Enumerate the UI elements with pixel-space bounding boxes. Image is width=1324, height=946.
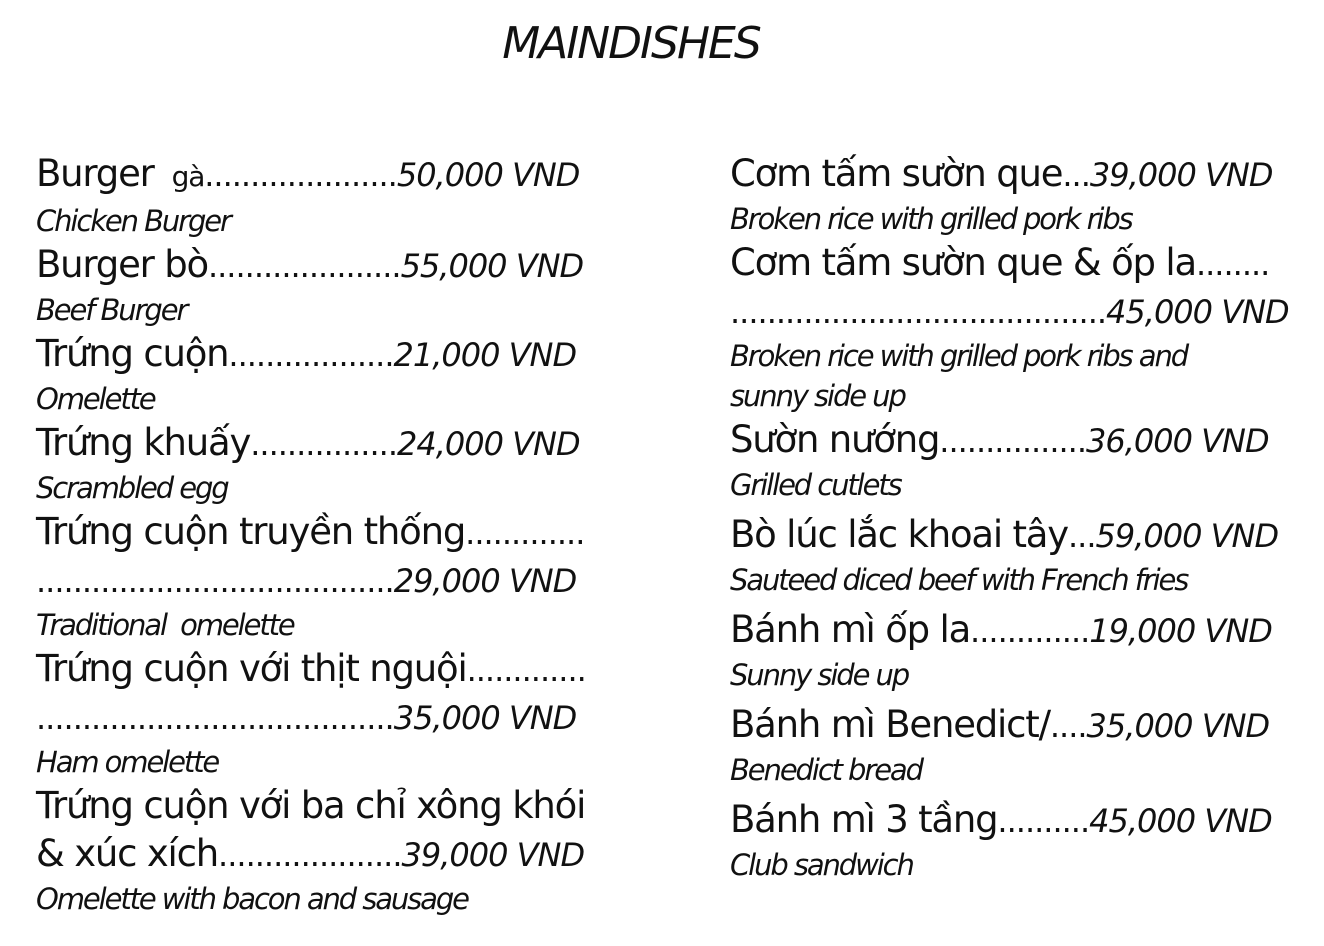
dish-english-name: Club sandwich bbox=[730, 848, 913, 882]
dish-name: Sườn nướng bbox=[730, 418, 940, 461]
menu-item bbox=[730, 239, 1296, 416]
dish-name: Bánh mì Benedict/ bbox=[730, 703, 1050, 746]
menu-item bbox=[36, 419, 608, 508]
leader-dots: ................ bbox=[250, 425, 397, 463]
dish-name: Trứng cuộn với thịt nguội bbox=[36, 647, 467, 690]
dish-name: Trứng cuộn bbox=[36, 332, 229, 375]
dish-name: Cơm tấm sườn que bbox=[730, 152, 1063, 195]
dish-price: 35,000 VND bbox=[393, 699, 577, 737]
menu-item bbox=[730, 606, 1296, 695]
right-menu-column bbox=[730, 150, 1296, 885]
menu-item bbox=[36, 782, 608, 919]
dish-price: 50,000 VND bbox=[396, 156, 580, 194]
leader-dots: .................... bbox=[218, 836, 402, 874]
dish-english-name: Omelette bbox=[36, 382, 155, 416]
dish-name: Trứng khuấy bbox=[36, 421, 251, 464]
menu-item bbox=[36, 645, 608, 782]
menu-item bbox=[36, 241, 608, 330]
leader-dots: ..................... bbox=[207, 247, 401, 285]
dish-name: Bánh mì 3 tầng bbox=[730, 798, 998, 841]
leader-dots: ................ bbox=[939, 422, 1087, 460]
dish-price: 39,000 VND bbox=[401, 836, 585, 874]
dish-english-name: Traditional omelette bbox=[36, 608, 294, 642]
dish-english-name-line2: sunny side up bbox=[730, 379, 905, 413]
dish-english-name: Benedict bread bbox=[730, 753, 922, 787]
leader-dots: ....................................... bbox=[36, 699, 394, 737]
dish-english-name: Omelette with bacon and sausage bbox=[36, 882, 468, 916]
dish-price: 39,000 VND bbox=[1089, 156, 1273, 194]
dish-english-name: Scrambled egg bbox=[36, 471, 228, 505]
dish-price: 45,000 VND bbox=[1106, 293, 1289, 331]
leader-dots: .................. bbox=[228, 336, 394, 374]
menu-item bbox=[730, 150, 1296, 239]
left-menu-column bbox=[36, 150, 608, 919]
menu-item bbox=[730, 511, 1296, 600]
leader-dots: ............. bbox=[970, 612, 1090, 650]
leader-dots: .... bbox=[1049, 707, 1087, 745]
menu-item bbox=[730, 701, 1296, 790]
dish-price: 45,000 VND bbox=[1089, 802, 1272, 840]
dish-english-name: Chicken Burger bbox=[36, 204, 230, 238]
dish-price: 21,000 VND bbox=[393, 336, 577, 374]
leader-dots: ....................................... bbox=[36, 562, 394, 600]
dish-price: 24,000 VND bbox=[396, 425, 580, 463]
dish-name: Bánh mì ốp la bbox=[730, 608, 971, 651]
dish-english-name: Broken rice with grilled pork ribs bbox=[730, 202, 1132, 236]
leader-dots: ............. bbox=[465, 514, 585, 552]
menu-item bbox=[730, 796, 1296, 885]
leader-dots: ..................... bbox=[204, 156, 397, 194]
page-title: MAINDISHES bbox=[502, 18, 760, 69]
dish-name: Trứng cuộn truyền thống bbox=[36, 510, 466, 553]
dish-name: Trứng cuộn với ba chỉ xông khói bbox=[36, 784, 586, 827]
dish-name: Burger bbox=[36, 152, 154, 195]
dish-price: 59,000 VND bbox=[1095, 517, 1279, 555]
dish-price: 55,000 VND bbox=[400, 247, 584, 285]
dish-name-line2: & xúc xích bbox=[36, 832, 219, 875]
dish-price: 36,000 VND bbox=[1086, 422, 1269, 460]
menu-item bbox=[36, 150, 608, 241]
dish-price: 35,000 VND bbox=[1086, 707, 1270, 745]
menu-item bbox=[36, 508, 608, 645]
dish-name: Cơm tấm sườn que & ốp la bbox=[730, 241, 1196, 284]
dish-name: Bò lúc lắc khoai tây bbox=[730, 513, 1068, 556]
menu-item bbox=[36, 330, 608, 419]
leader-dots: ............. bbox=[466, 651, 586, 689]
dish-name: Burger bò bbox=[36, 243, 208, 286]
dish-english-name: Ham omelette bbox=[36, 745, 219, 779]
dish-name-suffix: gà bbox=[171, 160, 205, 193]
leader-dots: ... bbox=[1062, 156, 1090, 194]
dish-english-name: Grilled cutlets bbox=[730, 468, 901, 502]
leader-dots: ... bbox=[1067, 517, 1096, 555]
leader-dots: .......... bbox=[997, 802, 1090, 840]
menu-item bbox=[730, 416, 1296, 505]
dish-price: 29,000 VND bbox=[393, 562, 577, 600]
dish-english-name: Broken rice with grilled pork ribs and bbox=[730, 339, 1188, 373]
dish-english-name: Sauteed diced beef with French fries bbox=[730, 563, 1188, 597]
dish-price: 19,000 VND bbox=[1089, 612, 1272, 650]
dish-english-name: Sunny side up bbox=[730, 658, 909, 692]
leader-dots: ......................................... bbox=[730, 293, 1107, 331]
leader-dots: ........ bbox=[1195, 245, 1270, 283]
dish-english-name: Beef Burger bbox=[36, 293, 187, 327]
